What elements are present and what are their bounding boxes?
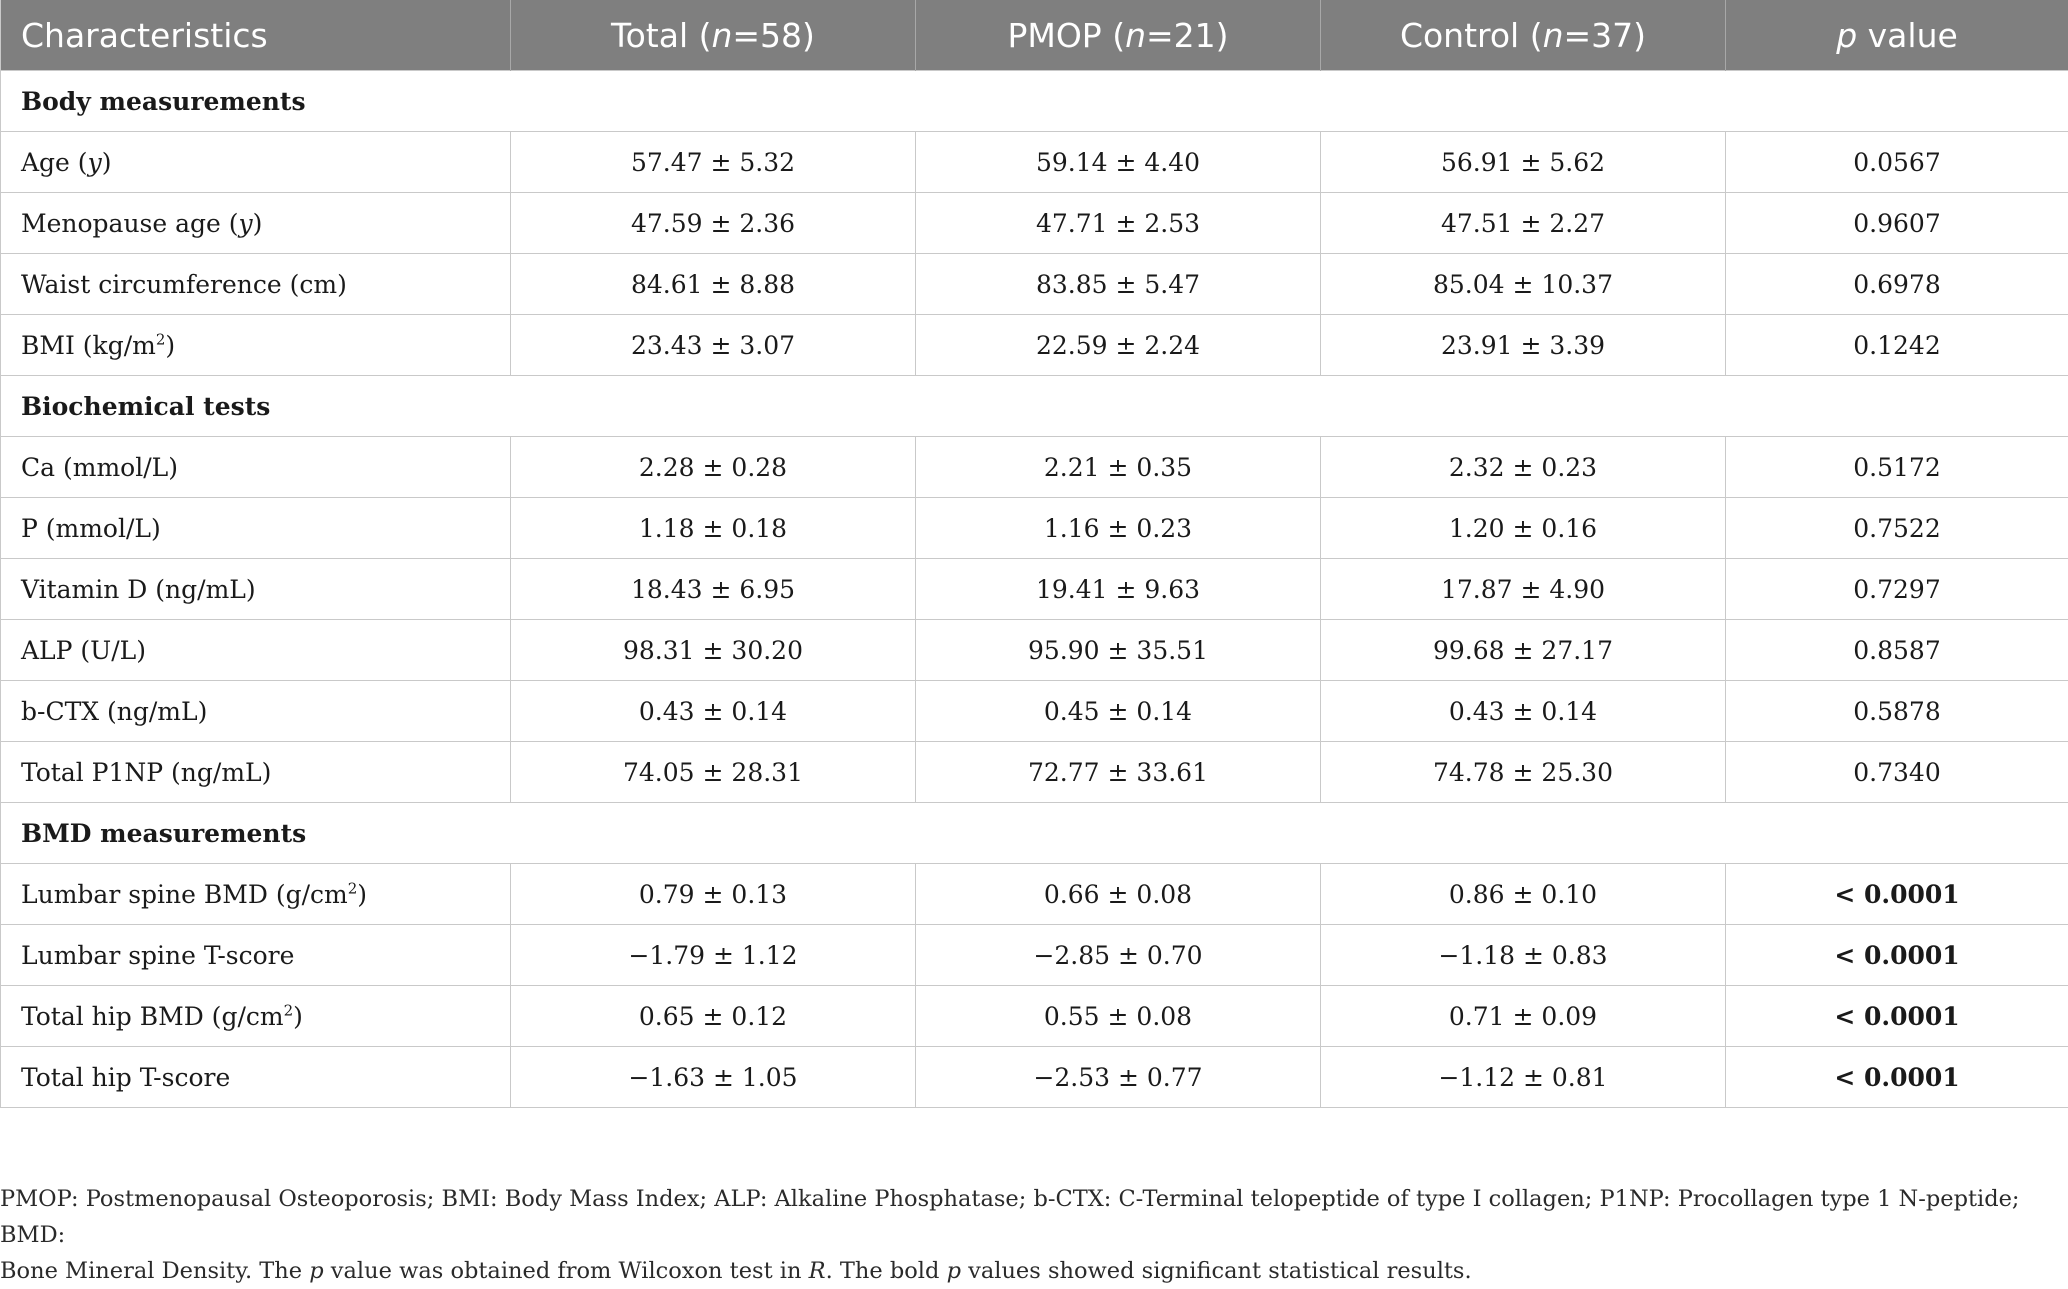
cell-pmop: 1.16 ± 0.23 (916, 498, 1321, 559)
cell-pmop: 95.90 ± 35.51 (916, 620, 1321, 681)
table-row (1, 864, 2068, 925)
table-footnote (0, 1181, 2060, 1289)
row-label (1, 742, 511, 803)
cell-pmop: 0.55 ± 0.08 (916, 986, 1321, 1047)
cell-pmop: 83.85 ± 5.47 (916, 254, 1321, 315)
cell-control: 17.87 ± 4.90 (1321, 559, 1726, 620)
header-control (1321, 0, 1726, 71)
footnote-line-2 (0, 1253, 2060, 1289)
header-pmop-pre: PMOP ( (1007, 16, 1125, 55)
header-control-post: =37) (1564, 16, 1647, 55)
table-row (1, 925, 2068, 986)
footnote-p-italic-1: p (309, 1258, 323, 1284)
cell-total: 47.59 ± 2.36 (511, 193, 916, 254)
cell-pmop: 22.59 ± 2.24 (916, 315, 1321, 376)
cell-total: 0.79 ± 0.13 (511, 864, 916, 925)
row-label (1, 437, 511, 498)
cell-pmop: 59.14 ± 4.40 (916, 132, 1321, 193)
row-label (1, 315, 511, 376)
footnote-part-d: values showed significant statistical results. (961, 1258, 1472, 1284)
section-title: Biochemical tests (1, 376, 2068, 437)
header-total (511, 0, 916, 71)
header-pmop (916, 0, 1321, 71)
row-label-text: Waist circumference (cm) (21, 270, 347, 299)
cell-p-value: 0.6978 (1726, 254, 2068, 315)
section-title: BMD measurements (1, 803, 2068, 864)
cell-total: 98.31 ± 30.20 (511, 620, 916, 681)
row-label-superscript: 2 (156, 330, 166, 348)
cell-control: 0.43 ± 0.14 (1321, 681, 1726, 742)
row-label (1, 193, 511, 254)
row-label-end: ) (293, 1002, 303, 1031)
row-label-text: b-CTX (ng/mL) (21, 697, 207, 726)
row-label-superscript: 2 (348, 879, 358, 897)
table-row (1, 132, 2068, 193)
row-label-end: ) (253, 209, 263, 238)
cell-total: 57.47 ± 5.32 (511, 132, 916, 193)
cell-control: 2.32 ± 0.23 (1321, 437, 1726, 498)
row-label-text: Ca (mmol/L) (21, 453, 178, 482)
cell-control: 47.51 ± 2.27 (1321, 193, 1726, 254)
footnote-part-c: . The bold (826, 1258, 947, 1284)
header-total-n: n (711, 16, 732, 55)
header-pmop-n: n (1125, 16, 1146, 55)
row-label (1, 559, 511, 620)
footnote-p-italic-2: p (947, 1258, 961, 1284)
header-total-pre: Total ( (611, 16, 711, 55)
cell-p-value: 0.8587 (1726, 620, 2068, 681)
footnote-part-a: Bone Mineral Density. The (0, 1258, 309, 1284)
section-title: Body measurements (1, 71, 2068, 132)
cell-pmop: −2.85 ± 0.70 (916, 925, 1321, 986)
row-label-end: ) (165, 331, 175, 360)
cell-p-value: 0.9607 (1726, 193, 2068, 254)
footnote-part-b: value was obtained from Wilcoxon test in (324, 1258, 809, 1284)
cell-control: 0.86 ± 0.10 (1321, 864, 1726, 925)
table-row (1, 315, 2068, 376)
row-label (1, 986, 511, 1047)
footnote-r-italic: R (809, 1258, 826, 1284)
table-row (1, 742, 2068, 803)
cell-pmop: 72.77 ± 33.61 (916, 742, 1321, 803)
cell-control: 99.68 ± 27.17 (1321, 620, 1726, 681)
cell-pmop: 0.45 ± 0.14 (916, 681, 1321, 742)
cell-control: 23.91 ± 3.39 (1321, 315, 1726, 376)
cell-p-value: 0.7522 (1726, 498, 2068, 559)
header-control-pre: Control ( (1400, 16, 1543, 55)
cell-pmop: 19.41 ± 9.63 (916, 559, 1321, 620)
cell-pmop: 2.21 ± 0.35 (916, 437, 1321, 498)
header-control-n: n (1543, 16, 1564, 55)
table-body (1, 71, 2068, 1108)
cell-control: 1.20 ± 0.16 (1321, 498, 1726, 559)
cell-total: 23.43 ± 3.07 (511, 315, 916, 376)
cell-p-value: 0.1242 (1726, 315, 2068, 376)
cell-p-value: < 0.0001 (1726, 1047, 2068, 1108)
table-row (1, 254, 2068, 315)
cell-pmop: −2.53 ± 0.77 (916, 1047, 1321, 1108)
row-label-text: Total P1NP (ng/mL) (21, 758, 271, 787)
row-label-italic: y (239, 209, 253, 238)
row-label (1, 681, 511, 742)
header-p-italic: p (1836, 16, 1857, 55)
cell-total: −1.63 ± 1.05 (511, 1047, 916, 1108)
cell-p-value: 0.5878 (1726, 681, 2068, 742)
header-characteristics: Characteristics (1, 0, 511, 71)
header-p-rest: value (1857, 16, 1958, 55)
row-label-text: Lumbar spine T-score (21, 941, 294, 970)
row-label (1, 925, 511, 986)
row-label (1, 132, 511, 193)
table-row (1, 559, 2068, 620)
cell-p-value: < 0.0001 (1726, 986, 2068, 1047)
row-label-superscript: 2 (284, 1001, 294, 1019)
cell-total: 0.65 ± 0.12 (511, 986, 916, 1047)
table-row (1, 681, 2068, 742)
header-pmop-post: =21) (1146, 16, 1229, 55)
row-label-end: ) (102, 148, 112, 177)
cell-p-value: 0.7297 (1726, 559, 2068, 620)
cell-total: 18.43 ± 6.95 (511, 559, 916, 620)
table-header (1, 0, 2068, 71)
cell-total: 2.28 ± 0.28 (511, 437, 916, 498)
table-row (1, 986, 2068, 1047)
row-label-text: Menopause age ( (21, 209, 239, 238)
header-p-value (1726, 0, 2068, 71)
row-label-text: Vitamin D (ng/mL) (21, 575, 256, 604)
row-label-end: ) (357, 880, 367, 909)
section-row-bmd (1, 803, 2068, 864)
row-label-text: P (mmol/L) (21, 514, 161, 543)
row-label (1, 1047, 511, 1108)
footnote-line-1: PMOP: Postmenopausal Osteoporosis; BMI: Body Mass Index; ALP: Alkaline Phosphatase; b-CTX: C-Terminal telopeptide of type I collagen; P1NP: Procollagen type 1 N-peptide; BMD: (0, 1181, 2060, 1253)
cell-total: −1.79 ± 1.12 (511, 925, 916, 986)
row-label (1, 498, 511, 559)
header-row (1, 0, 2068, 71)
cell-total: 1.18 ± 0.18 (511, 498, 916, 559)
table-row (1, 620, 2068, 681)
table-row (1, 193, 2068, 254)
cell-total: 84.61 ± 8.88 (511, 254, 916, 315)
section-row-biochemical (1, 376, 2068, 437)
section-row-body (1, 71, 2068, 132)
row-label-text: ALP (U/L) (21, 636, 146, 665)
row-label-text: Total hip T-score (21, 1063, 230, 1092)
row-label-text: Lumbar spine BMD (g/cm (21, 880, 348, 909)
row-label (1, 864, 511, 925)
cell-total: 0.43 ± 0.14 (511, 681, 916, 742)
table-row (1, 1047, 2068, 1108)
row-label (1, 254, 511, 315)
cell-p-value: < 0.0001 (1726, 925, 2068, 986)
row-label (1, 620, 511, 681)
cell-control: −1.18 ± 0.83 (1321, 925, 1726, 986)
row-label-italic: y (88, 148, 102, 177)
row-label-text: BMI (kg/m (21, 331, 156, 360)
cell-total: 74.05 ± 28.31 (511, 742, 916, 803)
table-row (1, 437, 2068, 498)
cell-p-value: < 0.0001 (1726, 864, 2068, 925)
cell-control: 74.78 ± 25.30 (1321, 742, 1726, 803)
cell-control: 85.04 ± 10.37 (1321, 254, 1726, 315)
cell-p-value: 0.5172 (1726, 437, 2068, 498)
cell-p-value: 0.7340 (1726, 742, 2068, 803)
table-row (1, 498, 2068, 559)
row-label-text: Total hip BMD (g/cm (21, 1002, 284, 1031)
cell-control: 56.91 ± 5.62 (1321, 132, 1726, 193)
cell-pmop: 0.66 ± 0.08 (916, 864, 1321, 925)
cell-control: −1.12 ± 0.81 (1321, 1047, 1726, 1108)
header-total-post: =58) (732, 16, 815, 55)
cell-control: 0.71 ± 0.09 (1321, 986, 1726, 1047)
cell-pmop: 47.71 ± 2.53 (916, 193, 1321, 254)
cell-p-value: 0.0567 (1726, 132, 2068, 193)
row-label-text: Age ( (21, 148, 88, 177)
